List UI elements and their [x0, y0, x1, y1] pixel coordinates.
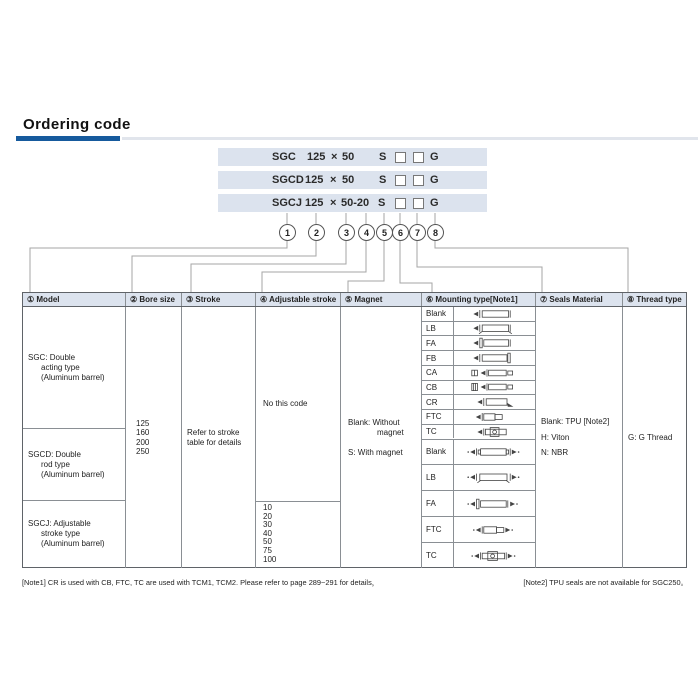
page-title: Ordering code — [23, 116, 131, 133]
cylinder-basic-icon — [454, 307, 535, 321]
column-mounting-type — [422, 307, 536, 568]
code-magnet: S — [379, 151, 387, 163]
code-row-sgc — [218, 148, 487, 166]
footnote-note2: [Note2] TPU seals are not available for SGC250。 — [523, 578, 688, 587]
code-option-box — [413, 175, 424, 186]
column-magnet: Blank: Without magnet S: With magnet — [341, 307, 422, 568]
mounting-row: LB — [422, 322, 535, 337]
cylinder-trunnion-cr-icon — [454, 395, 535, 409]
cylinder-trunnion-tc-icon — [454, 425, 535, 439]
column-adjustable-stroke — [256, 307, 341, 568]
code-option-box — [413, 198, 424, 209]
code-magnet: S — [379, 174, 387, 186]
mounting-row: FA — [422, 336, 535, 351]
column-thread-type: G: G Thread — [628, 432, 673, 442]
code-times: × — [331, 151, 338, 163]
double-rod-basic-icon — [454, 440, 535, 465]
code-bore: 125 — [305, 174, 324, 186]
code-option-box — [395, 152, 406, 163]
mounting-row: CR — [422, 395, 535, 410]
table-header-row — [23, 293, 686, 307]
code-thread: G — [430, 197, 439, 209]
footnote-note1: [Note1] CR is used with CB, FTC, TC are used with TCM1, TCM2. Please refer to page 289~291 for details， — [22, 578, 380, 587]
model-cell-sgcd: SGCD: Double rod type (Aluminum barrel) — [23, 429, 125, 501]
double-rod-flange-fa-icon — [454, 491, 535, 516]
column-stroke: Refer to stroke table for details — [182, 307, 256, 568]
code-magnet: S — [378, 197, 386, 209]
header-thread: ⑧ Thread type — [627, 295, 682, 304]
bore-size-value: 200 — [136, 437, 150, 447]
code-thread: G — [430, 151, 439, 163]
mounting-row: CB — [422, 381, 535, 396]
cylinder-clevis-ca-icon — [454, 366, 535, 380]
callout-circle-1: 1 — [279, 224, 296, 241]
code-option-box — [395, 198, 406, 209]
callout-circle-3: 3 — [338, 224, 355, 241]
cylinder-flange-fa-icon — [454, 336, 535, 350]
code-model: SGC — [272, 151, 296, 163]
header-mounting: ⑥ Mounting type[Note1] — [422, 293, 536, 306]
code-option-box — [395, 175, 406, 186]
column-bore-size — [126, 307, 182, 568]
double-rod-foot-lb-icon — [454, 465, 535, 490]
model-cell-sgc: SGC: Double acting type (Aluminum barrel) — [23, 307, 125, 429]
code-model: SGCJ — [272, 197, 302, 209]
code-stroke: 50-20 — [341, 197, 370, 209]
double-rod-compact-ftc-icon — [454, 517, 535, 542]
cylinder-clevis-cb-icon — [454, 381, 535, 395]
code-row-sgcj — [218, 194, 487, 212]
header-stroke: ③ Stroke — [182, 293, 256, 306]
bore-size-value: 160 — [136, 428, 150, 437]
code-model: SGCD — [272, 174, 304, 186]
header-adjustable: ④ Adjustable stroke — [256, 293, 341, 306]
mounting-row: LB — [422, 465, 535, 491]
code-stroke: 50 — [342, 151, 355, 163]
mounting-row: FA — [422, 491, 535, 517]
cylinder-flange-fb-icon — [454, 351, 535, 365]
code-bore: 125 — [305, 197, 324, 209]
column-seals-material: Blank: TPU [Note2] H: Viton N: NBR — [536, 307, 623, 568]
code-times: × — [330, 197, 337, 209]
callout-circle-8: 8 — [427, 224, 444, 241]
mounting-row: FTC — [422, 410, 535, 425]
adjustable-top-cell: No this code — [256, 307, 340, 502]
code-stroke: 50 — [342, 174, 355, 186]
mounting-row: TC — [422, 543, 535, 568]
code-row-sgcd — [218, 171, 487, 189]
column-model — [23, 307, 126, 568]
mounting-top-section — [422, 307, 535, 439]
callout-circle-4: 4 — [358, 224, 375, 241]
callout-circle-7: 7 — [409, 224, 426, 241]
code-thread: G — [430, 174, 439, 186]
header-bore: ② Bore size — [126, 293, 182, 306]
header-model: ① Model — [23, 293, 126, 306]
code-bore: 125 — [307, 151, 326, 163]
mounting-row: FB — [422, 351, 535, 366]
footnote — [22, 577, 688, 588]
mounting-row: CA — [422, 366, 535, 381]
mounting-bottom-section — [422, 439, 535, 569]
header-seals: ⑦ Seals Material — [536, 293, 623, 306]
callout-circle-5: 5 — [376, 224, 393, 241]
bore-size-value: 125 — [136, 418, 150, 428]
model-cell-sgcj: SGCJ: Adjustable stroke type (Aluminum barrel) — [28, 519, 105, 548]
mounting-row: FTC — [422, 517, 535, 543]
mounting-row: Blank — [422, 440, 535, 466]
cylinder-compact-ftc-icon — [454, 410, 535, 424]
double-rod-trunnion-tc-icon — [454, 543, 535, 568]
ordering-table — [22, 292, 687, 568]
bore-size-value: 250 — [136, 447, 150, 456]
mounting-row: TC — [422, 425, 535, 439]
header-magnet: ⑤ Magnet — [341, 293, 422, 306]
code-option-box — [413, 152, 424, 163]
cylinder-foot-lb-icon — [454, 322, 535, 336]
code-times: × — [330, 174, 337, 186]
callout-circle-6: 6 — [392, 224, 409, 241]
mounting-row: Blank — [422, 307, 535, 322]
adjustable-values-cell: 10 20 30 40 50 75 100 — [263, 503, 277, 564]
callout-circle-2: 2 — [308, 224, 325, 241]
